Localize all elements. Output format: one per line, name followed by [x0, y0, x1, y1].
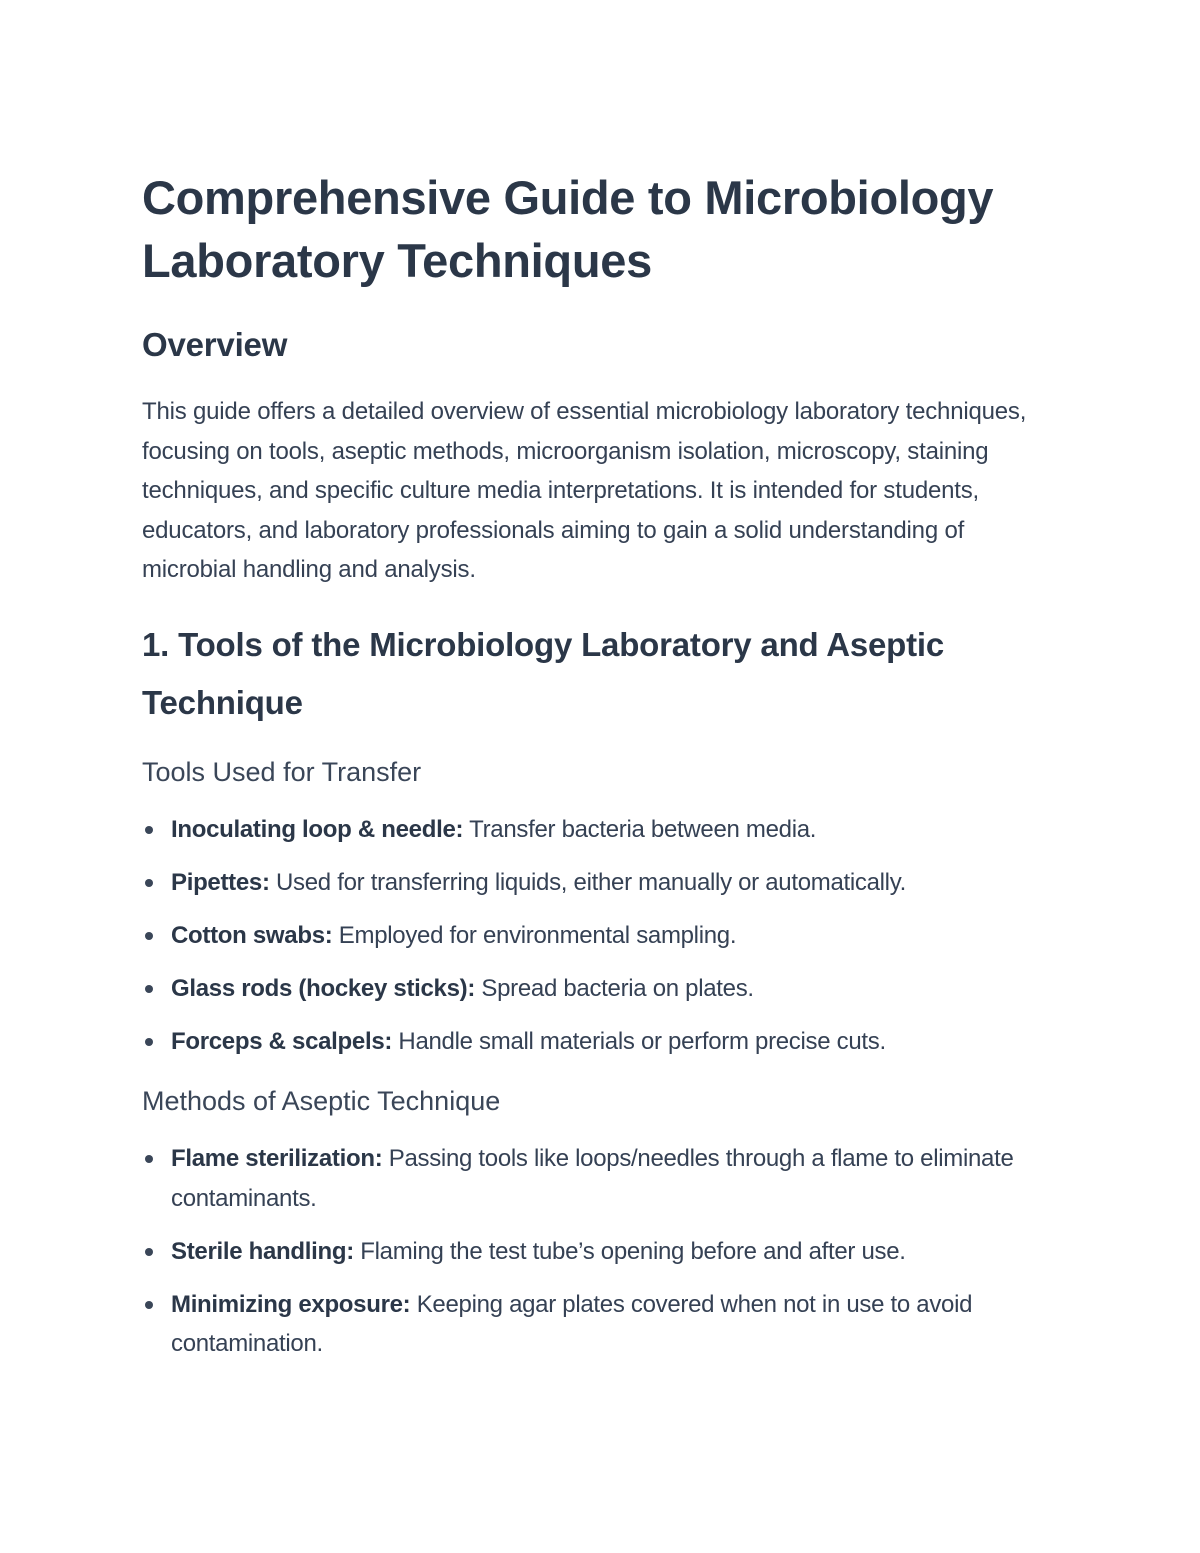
list-item — [142, 1139, 1050, 1218]
overview-paragraph: This guide offers a detailed overview of essential microbiology laboratory techniques, focusing on tools, aseptic methods, microorganism isolation, microscopy, staining techniques, and specific culture media interpretations. It is intended for students, educators, and laboratory professionals aiming to gain a solid understanding of microbial handling and analysis. — [142, 398, 1027, 583]
aseptic-methods-list — [142, 1139, 1050, 1364]
list-item — [142, 1285, 1050, 1364]
list-item-term: Glass rods (hockey sticks): — [171, 974, 476, 1002]
list-item-description: Flaming the test tube’s opening before and after use. — [353, 1237, 906, 1265]
bullet-icon — [145, 879, 153, 887]
transfer-tools-list — [142, 810, 1050, 1062]
list-item-term: Flame sterilization: — [171, 1145, 383, 1172]
list-item — [142, 1022, 1050, 1062]
overview-heading: Overview — [142, 326, 288, 363]
list-item-term: Sterile handling: — [171, 1237, 354, 1265]
list-item-description: Handle small materials or perform precise cuts. — [392, 1027, 886, 1055]
list-item-term: Cotton swabs: — [171, 921, 333, 949]
section-1-heading: 1. Tools of the Microbiology Laboratory and Aseptic Technique — [142, 625, 945, 721]
list-item — [142, 863, 1050, 903]
bullet-icon — [145, 1155, 153, 1163]
bullet-icon — [145, 1301, 153, 1309]
list-item-term: Inoculating loop & needle: — [171, 815, 464, 843]
list-item-term: Minimizing exposure: — [171, 1290, 411, 1318]
page-title: Comprehensive Guide to Microbiology Laboratory Techniques — [142, 171, 994, 287]
list-item — [142, 810, 1050, 850]
list-item-description: Used for transferring liquids, either manually or automatically. — [269, 868, 906, 896]
bullet-icon — [145, 932, 153, 940]
transfer-tools-heading: Tools Used for Transfer — [142, 756, 422, 787]
list-item — [142, 969, 1050, 1009]
list-item — [142, 1232, 1050, 1272]
bullet-icon — [145, 1248, 153, 1256]
list-item-description: Spread bacteria on plates. — [475, 974, 754, 1002]
list-item-description: Keeping agar plates covered when not in use to avoid contamination. — [171, 1290, 973, 1357]
list-item-description: Passing tools like loops/needles through a flame to eliminate contaminants. — [171, 1145, 1014, 1212]
list-item-term: Pipettes: — [171, 868, 270, 896]
list-item-term: Forceps & scalpels: — [171, 1027, 393, 1055]
list-item-description: Transfer bacteria between media. — [463, 815, 817, 843]
bullet-icon — [145, 1038, 153, 1046]
list-item-description: Employed for environmental sampling. — [332, 921, 737, 949]
bullet-icon — [145, 826, 153, 834]
list-item — [142, 916, 1050, 956]
bullet-icon — [145, 985, 153, 993]
aseptic-methods-heading: Methods of Aseptic Technique — [142, 1086, 501, 1116]
